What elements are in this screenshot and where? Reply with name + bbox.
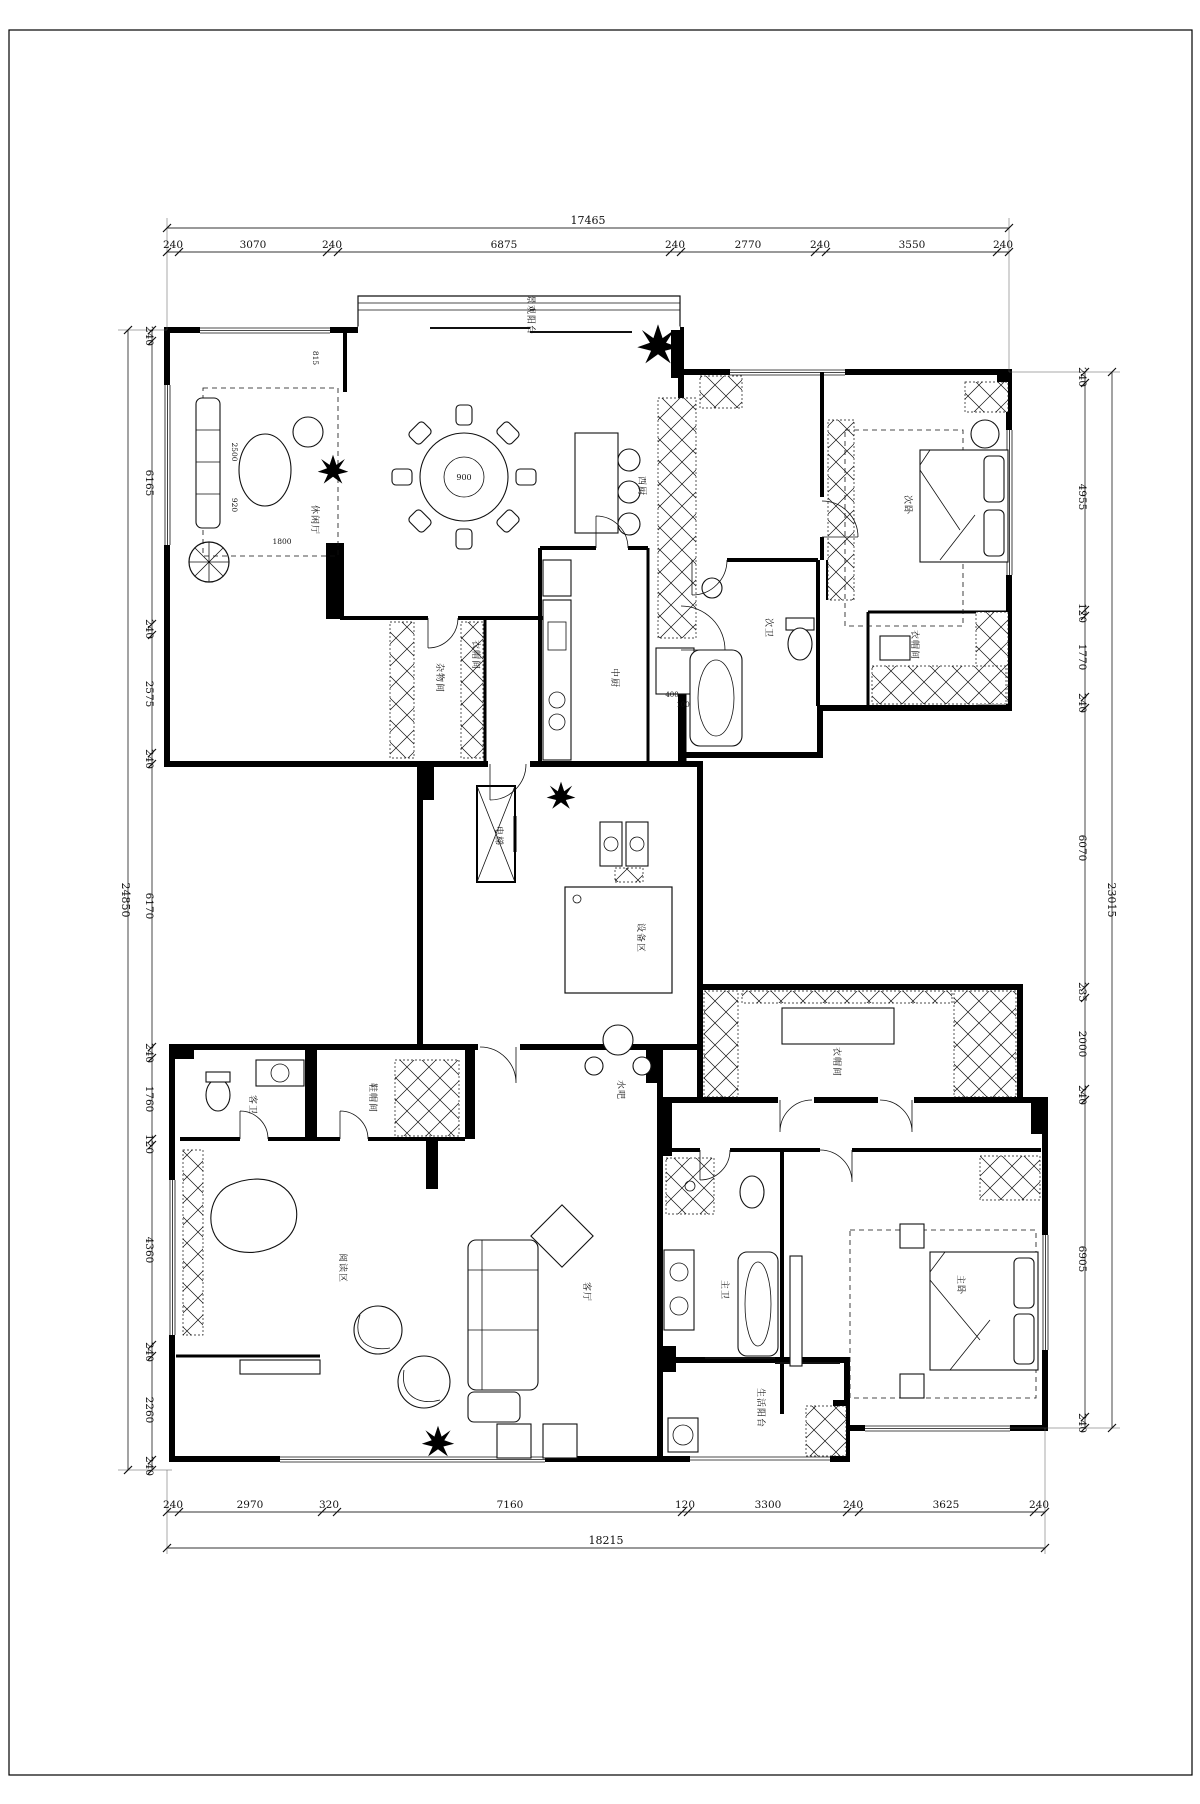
annotation-400: 400	[665, 691, 679, 699]
dim-right-7: 2000	[1076, 1030, 1088, 1058]
annotation-900: 900	[456, 473, 472, 482]
dim-bottom-2: 320	[318, 1499, 340, 1511]
dim-top-5: 2770	[734, 239, 762, 251]
dim-right-total: 23015	[1105, 882, 1118, 918]
dim-right-0: 240	[1076, 366, 1088, 388]
annotation-100: 100	[676, 701, 690, 709]
dim-left-0: 240	[143, 325, 155, 347]
bathtub-icon	[690, 650, 742, 746]
dim-left-1: 6165	[143, 469, 155, 497]
room-label-leisure-hall: 休闲厅	[309, 504, 319, 536]
closet-island-icon	[782, 1008, 894, 1044]
fridge-icon	[656, 648, 694, 694]
dim-bottom-6: 240	[842, 1499, 864, 1511]
lounge-chair-icon	[293, 417, 323, 447]
dim-bottom-4: 120	[674, 1499, 696, 1511]
dim-top-7: 3550	[898, 239, 926, 251]
dim-bottom-1: 2970	[236, 1499, 264, 1511]
dim-right-9: 6905	[1076, 1245, 1088, 1273]
dim-right-5: 6070	[1076, 834, 1088, 862]
room-label-chinese-kitchen: 中厨	[609, 667, 619, 689]
dim-top-6: 240	[809, 239, 831, 251]
dresser-icon	[880, 636, 910, 660]
room-label-bath2: 次卫	[763, 617, 773, 639]
bed-icon	[930, 1252, 1038, 1370]
dim-top-0: 240	[162, 239, 184, 251]
room-label-reading-area: 阅读区	[337, 1252, 347, 1284]
dim-bottom-8: 240	[1028, 1499, 1050, 1511]
annotation-1800: 1800	[272, 537, 292, 546]
dim-bottom-7: 3625	[932, 1499, 960, 1511]
dim-left-9: 4360	[143, 1236, 155, 1264]
dim-top-2: 240	[321, 239, 343, 251]
sink-icon	[702, 578, 722, 598]
dim-right-10: 240	[1076, 1412, 1088, 1434]
room-label-living-room: 客厅	[581, 1281, 591, 1303]
service-balcony-fixtures	[668, 1418, 698, 1452]
dim-bottom-5: 3300	[754, 1499, 782, 1511]
dim-bottom-total: 18215	[588, 1534, 624, 1547]
room-label-service-balcony: 生活阳台	[755, 1387, 765, 1429]
annotation-2500: 2500	[230, 442, 239, 462]
dim-left-4: 240	[143, 748, 155, 770]
dim-top-total: 17465	[570, 214, 606, 227]
dimension-left	[119, 326, 156, 1476]
sofa-icon	[196, 398, 220, 528]
dim-left-3: 2575	[143, 680, 155, 708]
room-label-storage-room: 杂物间	[434, 662, 444, 694]
dimension-right	[1076, 367, 1118, 1433]
round-side-table-icon	[971, 420, 999, 448]
tv-cabinet-icon	[790, 1256, 802, 1366]
room-label-equipment-zone: 设备区	[635, 922, 645, 954]
room-label-shoe-hat-room: 鞋帽间	[367, 1082, 377, 1114]
room-label-elevator: 电梯	[493, 825, 503, 847]
toilet-icon	[786, 618, 814, 660]
dim-right-3: 1770	[1076, 643, 1088, 671]
dim-right-4: 240	[1076, 692, 1088, 714]
kitchen-counter-icon	[543, 560, 571, 760]
dim-left-11: 2260	[143, 1396, 155, 1424]
nightstand-icon	[900, 1374, 924, 1398]
dim-bottom-3: 7160	[496, 1499, 524, 1511]
coffee-table-icon	[497, 1424, 531, 1458]
dim-left-total: 24850	[119, 882, 132, 918]
room-label-guest-bath: 客卫	[247, 1094, 257, 1116]
dimension-top	[163, 214, 1013, 256]
dim-left-2: 240	[143, 618, 155, 640]
dim-top-3: 6875	[490, 239, 518, 251]
annotation-815: 815	[311, 350, 320, 366]
dim-right-1: 4955	[1076, 483, 1088, 511]
dim-left-12: 240	[143, 1455, 155, 1477]
dimension-bottom	[163, 1499, 1049, 1552]
dim-top-8: 240	[992, 239, 1014, 251]
dim-bottom-0: 240	[162, 1499, 184, 1511]
room-label-master-cloakroom: 衣帽间	[831, 1046, 841, 1078]
dim-right-6: 235	[1076, 981, 1088, 1003]
dim-right-8: 240	[1076, 1084, 1088, 1106]
view-balcony-structure	[358, 296, 680, 330]
round-fan-rug-icon	[189, 542, 229, 582]
room-label-master-bath: 主卫	[719, 1279, 729, 1301]
room-label-view-balcony: 景观阳台	[525, 294, 535, 336]
bed-icon	[920, 450, 1008, 562]
room-label-master-bedroom: 主卧	[955, 1274, 965, 1296]
room-label-western-kitchen: 西厨	[636, 475, 646, 497]
dim-top-4: 240	[664, 239, 686, 251]
dim-left-7: 1760	[143, 1085, 155, 1113]
dim-top-1: 3070	[239, 239, 267, 251]
annotation-920: 920	[230, 497, 239, 513]
coffee-table-icon	[543, 1424, 577, 1458]
dim-right-2: 120	[1076, 602, 1088, 624]
room-label-water-bar: 水吧	[615, 1079, 625, 1101]
dim-left-10: 240	[143, 1341, 155, 1363]
oval-table-icon	[239, 434, 291, 506]
dim-left-6: 240	[143, 1042, 155, 1064]
room-label-bedroom2: 次卧	[902, 494, 912, 516]
dim-left-5: 6170	[143, 892, 155, 920]
dim-left-8: 120	[143, 1133, 155, 1155]
nightstand-icon	[900, 1224, 924, 1248]
room-label-coat-closet: 衣帽间	[470, 639, 480, 671]
room-label-bedroom2-cloakroom: 衣帽间	[909, 629, 919, 661]
